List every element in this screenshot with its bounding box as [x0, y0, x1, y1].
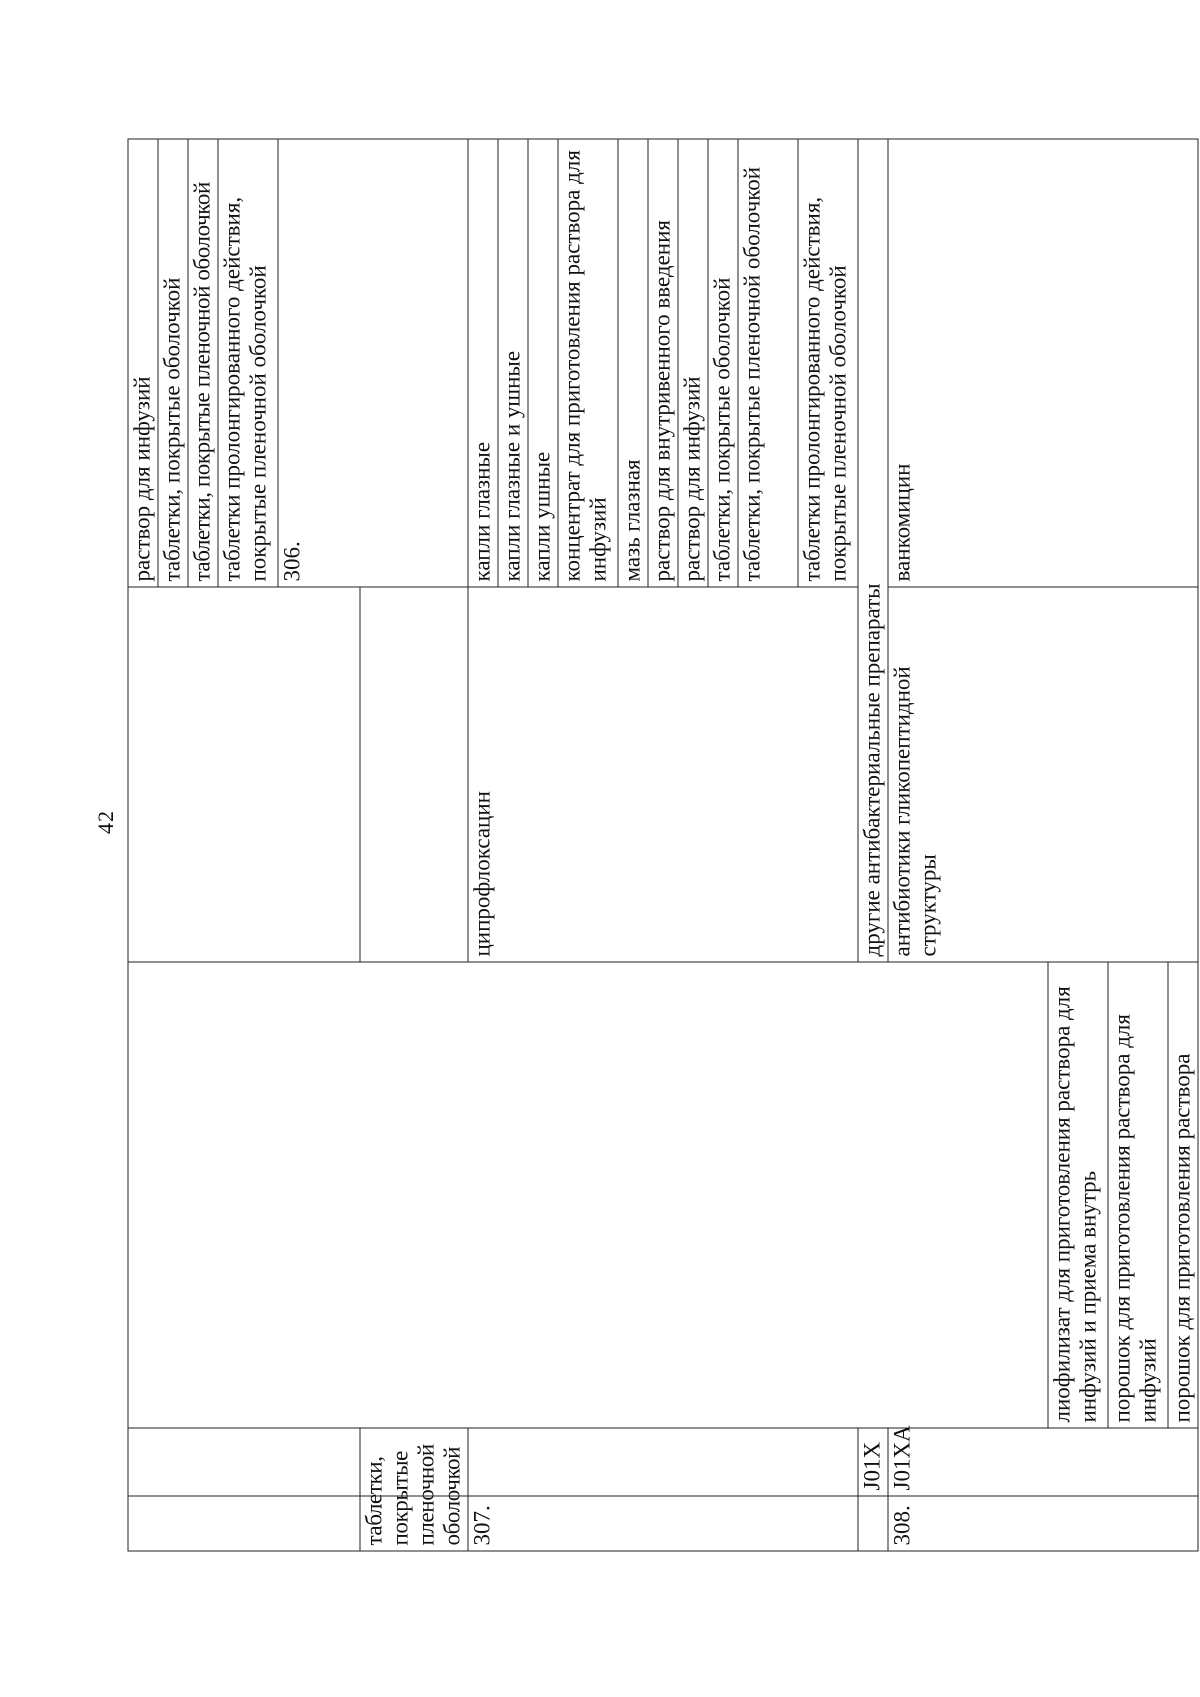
row-number-cell [128, 1496, 360, 1551]
row-number-cell: 306. [278, 139, 468, 587]
group-cell: другие антибактериальные препараты [858, 139, 888, 962]
atc-code-cell [128, 1428, 360, 1496]
dosage-form-cell: таблетки, покрытые пленочной оболочкой [188, 139, 218, 587]
dosage-form-cell: таблетки, покрытые оболочкой [708, 139, 738, 587]
dosage-form-cell: раствор для инфузий [678, 139, 708, 587]
dosage-form-cell: концентрат для приготовления раствора для инфузий [558, 139, 618, 587]
atc-code-cell: J01X [858, 1428, 888, 1496]
rotated-table-wrapper [128, 140, 1195, 1552]
table-row [128, 139, 158, 1551]
dosage-form-cell: капли глазные и ушные [498, 139, 528, 587]
dosage-form-cell: раствор для инфузий [128, 139, 158, 587]
dosage-form-cell: мазь глазная [618, 139, 648, 587]
atc-code-cell: J01XA [888, 1428, 1198, 1496]
page-number: 42 [93, 810, 118, 834]
row-number-cell: 307. [468, 1496, 858, 1551]
dosage-form-cell: таблетки, покрытые оболочкой [158, 139, 188, 587]
row-number-cell: 308. [888, 1496, 1198, 1551]
dosage-form-cell: лиофилизат для приготовления раствора для инфузий и приема внутрь [1048, 962, 1108, 1428]
dosage-form-cell: таблетки пролонгированного действия, покрытые пленочной оболочкой [798, 139, 858, 587]
drug-name-cell [128, 587, 360, 962]
drug-name-cell: ципрофлоксацин [468, 587, 858, 962]
group-cell [128, 962, 1048, 1428]
dosage-form-cell: таблетки, покрытые пленочной оболочкой [360, 1496, 468, 1551]
medicines-table [128, 139, 1199, 1552]
dosage-form-cell: капли ушные [528, 139, 558, 587]
drug-name-cell: ванкомицин [888, 139, 1198, 587]
dosage-form-cell: капли глазные [468, 139, 498, 587]
dosage-form-cell: порошок для приготовления раствора для инфузий [1108, 962, 1168, 1428]
group-cell: антибиотики гликопептидной структуры [888, 587, 1198, 962]
atc-code-cell [468, 1428, 858, 1496]
dosage-form-cell: таблетки, покрытые пленочной оболочкой [738, 139, 798, 587]
dosage-form-cell: таблетки пролонгированного действия, покрытые пленочной оболочкой [218, 139, 278, 587]
dosage-form-cell: порошок для приготовления раствора [1168, 962, 1198, 1428]
row-number-cell [858, 1496, 888, 1551]
dosage-form-cell: раствор для внутривенного введения [648, 139, 678, 587]
